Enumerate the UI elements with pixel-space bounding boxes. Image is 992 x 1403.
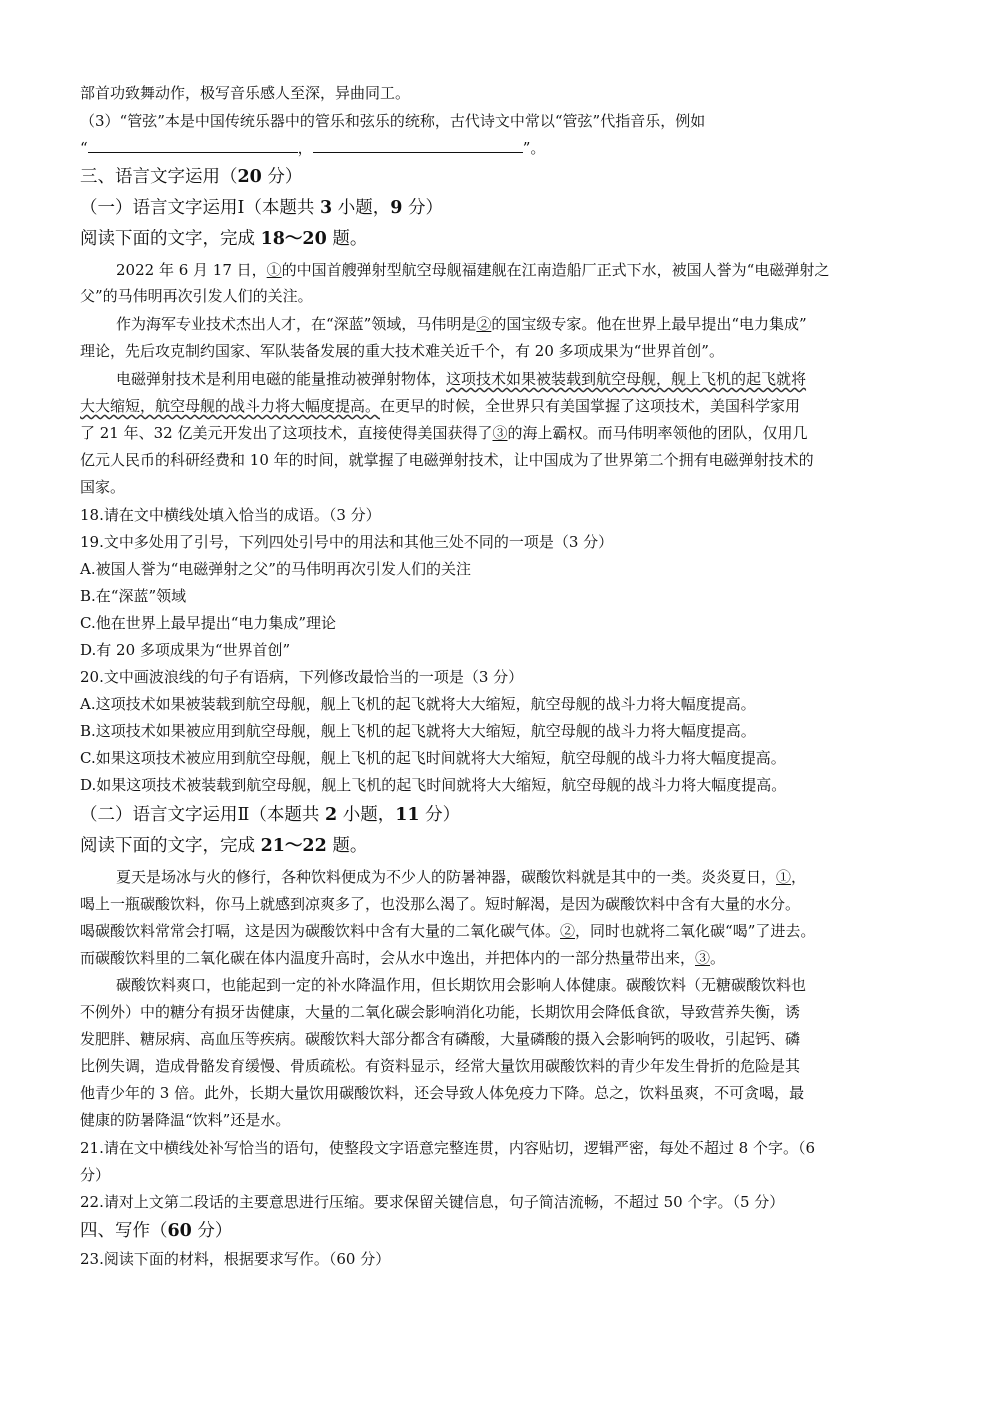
question-20 xyxy=(80,664,922,690)
score: 11 xyxy=(395,805,420,825)
text: ，同时也就将二氧化碳“喝”了进去。 xyxy=(575,922,816,940)
text: A.这项技术如果被装载到航空母舰，舰上飞机的起飞就将大大缩短，航空母舰的战斗力将大幅度提高。 xyxy=(80,695,756,713)
text: 理论，先后攻克制约国家、军队装备发展的重大技术难关近千个，有 20 多项成果为“世界首创”。 xyxy=(80,342,724,360)
text: 分） xyxy=(261,167,303,187)
text: B.这项技术如果被应用到航空母舰，舰上飞机的起飞就将大大缩短，航空母舰的战斗力将大幅度提高。 xyxy=(80,722,756,740)
text: 的中国首艘弹射型航空母舰福建舰在江南造船厂正式下水，被国人誉为“电磁弹射之 xyxy=(281,261,830,279)
text: 题。 xyxy=(326,836,368,856)
text: 而碳酸饮料里的二氧化碳在体内温度升高时，会从水中逸出，并把体内的一部分热量带出来， xyxy=(80,949,696,967)
text: 。 xyxy=(710,949,726,967)
text: 小题， xyxy=(337,805,396,825)
question-18 xyxy=(80,502,922,528)
option-20d[interactable] xyxy=(80,772,922,798)
passage2-line xyxy=(80,1026,922,1052)
question-19 xyxy=(80,529,922,555)
text: （二）语言文字运用Ⅱ（本题共 xyxy=(80,805,325,825)
passage2-line xyxy=(80,1080,922,1106)
question-21-cont xyxy=(80,1162,922,1188)
range: 21～22 xyxy=(260,836,327,856)
subsection-heading-2 xyxy=(80,800,922,830)
text: 了 21 年、32 亿美元开发出了这项技术，直接使得美国获得了 xyxy=(80,424,493,442)
text: C.如果这项技术被应用到航空母舰，舰上飞机的起飞时间就将大大缩短，航空母舰的战斗力将大幅度提高。 xyxy=(80,749,786,767)
text: 题。 xyxy=(326,229,368,249)
passage2-line xyxy=(80,1053,922,1079)
text: 国家。 xyxy=(80,478,126,496)
text: 小题， xyxy=(332,198,391,218)
subsection-heading-1 xyxy=(80,193,922,223)
text: 18.请在文中横线处填入恰当的成语。（3 分） xyxy=(80,506,381,524)
count: 3 xyxy=(319,198,333,218)
passage1-line xyxy=(116,366,922,392)
text: 分） xyxy=(80,1166,111,1184)
text: 不例外）中的糖分有损牙齿健康，大量的二氧化碳会影响消化功能，长期饮用会降低食欲，导致营养失衡，诱 xyxy=(80,1003,801,1021)
blank-marker-1: ① xyxy=(266,261,282,279)
passage1-line xyxy=(80,420,922,446)
score: 9 xyxy=(390,198,403,218)
score: 60 xyxy=(167,1221,192,1241)
passage2-line xyxy=(80,891,922,917)
text: 电磁弹射技术是利用电磁的能量推动被弹射物体， xyxy=(116,370,447,388)
count: 2 xyxy=(324,805,338,825)
reading-instruction-2 xyxy=(80,831,922,861)
text: 22.请对上文第二段话的主要意思进行压缩。要求保留关键信息，句子简洁流畅，不超过 50 个字。（5 分） xyxy=(80,1193,785,1211)
text: 阅读下面的文字，完成 xyxy=(80,229,261,249)
question-21 xyxy=(80,1135,922,1161)
poem-note-line xyxy=(80,80,922,106)
option-20a[interactable] xyxy=(80,691,922,717)
blank-marker-1: ① xyxy=(776,868,792,886)
blank-marker-2: ② xyxy=(476,315,492,333)
text: 部首功致舞动作，极写音乐感人至深，异曲同工。 xyxy=(80,84,411,102)
text: 亿元人民币的科研经费和 10 年的时间，就掌握了电磁弹射技术，让中国成为了世界第二个拥有电磁弹射技术的 xyxy=(80,451,814,469)
text: C.他在世界上最早提出“电力集成”理论 xyxy=(80,614,337,632)
passage1-line xyxy=(80,338,922,364)
text: 21.请在文中横线处补写恰当的语句，使整段文字语意完整连贯，内容贴切，逻辑严密，每处不超过 8 个字。（6 xyxy=(80,1139,815,1157)
option-19c[interactable] xyxy=(80,610,922,636)
text: （3）“管弦”本是中国传统乐器中的管乐和弦乐的统称，古代诗文中常以“管弦”代指音乐，例如 xyxy=(80,112,706,130)
text: 19.文中多处用了引号，下列四处引号中的用法和其他三处不同的一项是（3 分） xyxy=(80,533,614,551)
option-20b[interactable] xyxy=(80,718,922,744)
text: 三、语言文字运用（ xyxy=(80,167,238,187)
text: D.如果这项技术被装载到航空母舰，舰上飞机的起飞时间就将大大缩短，航空母舰的战斗力将大幅度提高。 xyxy=(80,776,787,794)
passage1-line xyxy=(116,311,922,337)
text: 夏天是场冰与火的修行，各种饮料便成为不少人的防暑神器，碳酸饮料就是其中的一类。炎炎夏日， xyxy=(116,868,777,886)
text: 2022 年 6 月 17 日， xyxy=(116,261,267,279)
wavy-underlined-sentence: 这项技术如果被装载到航空母舰，舰上飞机的起飞就将 xyxy=(446,370,807,388)
option-19d[interactable] xyxy=(80,637,922,663)
question-22 xyxy=(80,1189,922,1215)
blank-marker-3: ③ xyxy=(695,949,711,967)
open-quote: “ xyxy=(80,139,88,157)
passage1-line xyxy=(116,257,922,283)
text: 分） xyxy=(191,1221,233,1241)
passage2-line xyxy=(116,864,922,890)
blank-marker-2: ② xyxy=(560,922,576,940)
section-heading-3 xyxy=(80,162,922,192)
text: 喝上一瓶碳酸饮料，你马上就感到凉爽多了，也没那么渴了。短时解渴，是因为碳酸饮料中含有大量的水分。 xyxy=(80,895,801,913)
section-heading-4 xyxy=(80,1216,922,1246)
text: 分） xyxy=(402,198,444,218)
text: 的国宝级专家。他在世界上最早提出“电力集成” xyxy=(491,315,807,333)
passage2-line xyxy=(80,918,922,944)
text: （一）语言文字运用Ⅰ（本题共 xyxy=(80,198,320,218)
passage2-line xyxy=(116,972,922,998)
text: D.有 20 多项成果为“世界首创” xyxy=(80,641,291,659)
option-20c[interactable] xyxy=(80,745,922,771)
wavy-underlined-sentence: 大大缩短，航空母舰的战斗力将大幅度提高。 xyxy=(80,397,381,415)
text: 父”的马伟明再次引发人们的关注。 xyxy=(80,287,313,305)
option-19b[interactable] xyxy=(80,583,922,609)
option-19a[interactable] xyxy=(80,556,922,582)
text: 作为海军专业技术杰出人才，在“深蓝”领域，马伟明是 xyxy=(116,315,477,333)
answer-blank-2[interactable] xyxy=(313,138,523,153)
question-23 xyxy=(80,1246,922,1272)
fill-blank-line xyxy=(80,135,922,161)
text: 20.文中画波浪线的句子有语病，下列修改最恰当的一项是（3 分） xyxy=(80,668,524,686)
blank-marker-3: ③ xyxy=(492,424,508,442)
passage1-line xyxy=(80,447,922,473)
close-quote: ”。 xyxy=(522,139,546,157)
text: 阅读下面的文字，完成 xyxy=(80,836,261,856)
passage2-line xyxy=(80,945,922,971)
text: 四、写作（ xyxy=(80,1221,168,1241)
text: 喝碳酸饮料常常会打嗝，这是因为碳酸饮料中含有大量的二氧化碳气体。 xyxy=(80,922,561,940)
text: 在更早的时候，全世界只有美国掌握了这项技术，美国科学家用 xyxy=(380,397,801,415)
passage1-line xyxy=(80,474,922,500)
passage2-line xyxy=(80,999,922,1025)
text: 健康的防暑降温“饮料”还是水。 xyxy=(80,1111,291,1129)
answer-blank-1[interactable] xyxy=(88,138,298,153)
text: ， xyxy=(791,868,807,886)
text: 的海上霸权。而马伟明率领他的团队，仅用几 xyxy=(507,424,808,442)
text: 分） xyxy=(419,805,461,825)
passage2-line xyxy=(80,1107,922,1133)
comma: ， xyxy=(297,139,313,157)
text: 碳酸饮料爽口，也能起到一定的补水降温作用，但长期饮用会影响人体健康。碳酸饮料（无糖碳酸饮料也 xyxy=(116,976,807,994)
text: 比例失调，造成骨骼发育缓慢、骨质疏松。有资料显示，经常大量饮用碳酸饮料的青少年发生骨折的危险是其 xyxy=(80,1057,801,1075)
text: 发肥胖、糖尿病、高血压等疾病。碳酸饮料大部分都含有磷酸，大量磷酸的摄入会影响钙的吸收，引起钙、磷 xyxy=(80,1030,801,1048)
passage1-line xyxy=(80,393,922,419)
passage1-line xyxy=(80,283,922,309)
score: 20 xyxy=(237,167,262,187)
text: 他青少年的 3 倍。此外，长期大量饮用碳酸饮料，还会导致人体免疫力下降。总之，饮料虽爽，不可贪喝，最 xyxy=(80,1084,805,1102)
text: 23.阅读下面的材料，根据要求写作。（60 分） xyxy=(80,1250,391,1268)
range: 18～20 xyxy=(260,229,327,249)
reading-instruction-1 xyxy=(80,224,922,254)
poem-note-3 xyxy=(80,108,922,134)
text: B.在“深蓝”领域 xyxy=(80,587,187,605)
text: A.被国人誉为“电磁弹射之父”的马伟明再次引发人们的关注 xyxy=(80,560,471,578)
